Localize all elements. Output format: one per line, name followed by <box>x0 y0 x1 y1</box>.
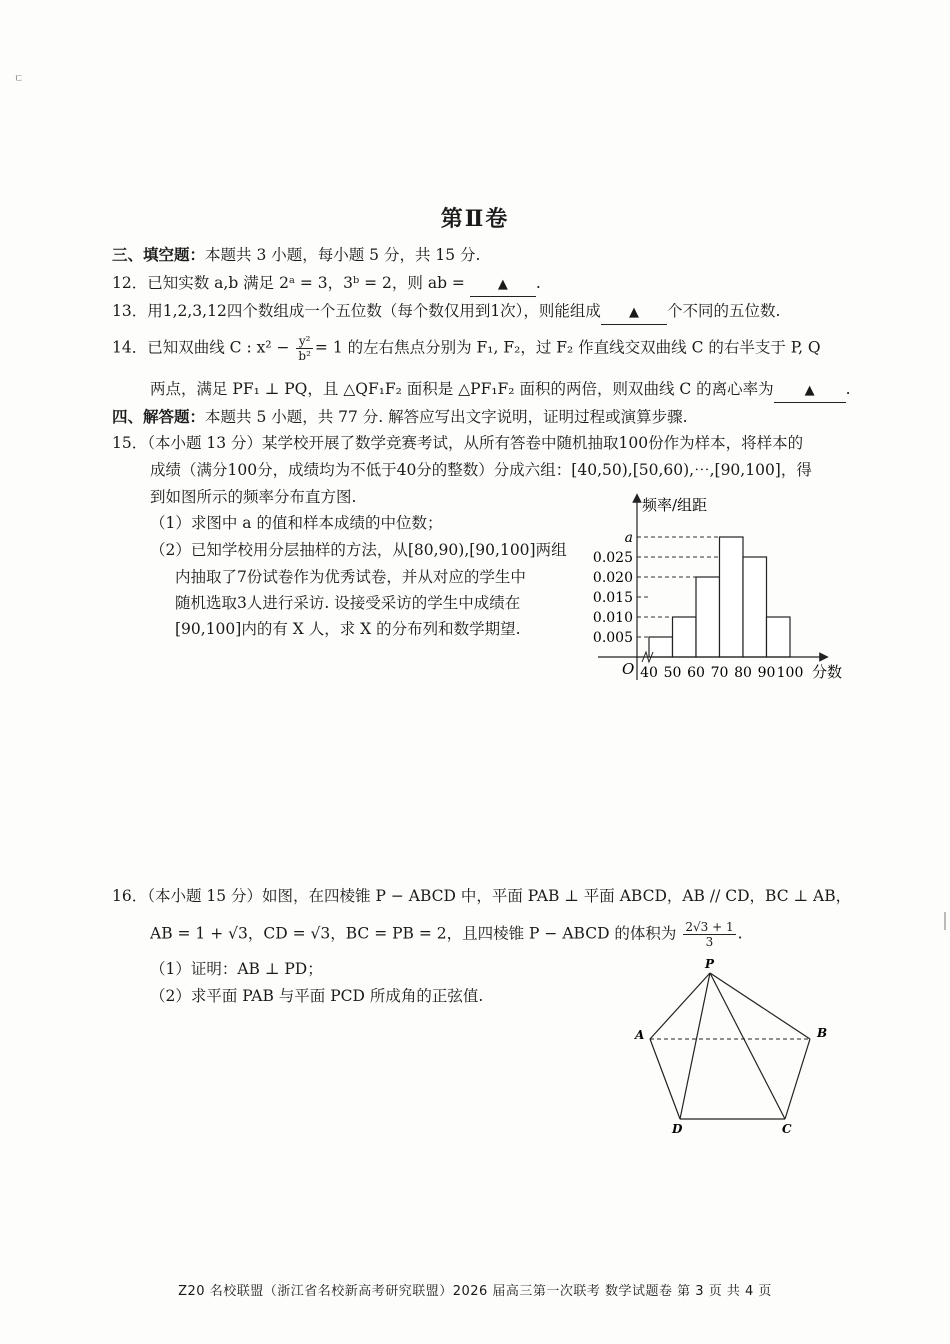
question-16-line2 <box>150 920 743 949</box>
q15-sub2-l1: （2）已知学校用分层抽样的方法，从[80,90),[90,100]两组 <box>150 541 567 559</box>
q14-fraction <box>296 334 313 363</box>
q16-sub1: （1）证明：AB ⊥ PD； <box>150 960 323 978</box>
y-tick-label-2: 0.015 <box>592 590 633 606</box>
q16-frac-den: 3 <box>705 935 714 949</box>
edge-PC <box>710 973 785 1119</box>
q13-text: 用1,2,3,12四个数组成一个五位数（每个数仅用到1次），则能组成 <box>147 302 601 320</box>
pyramid-svg <box>628 955 848 1140</box>
q14-answer-blank: ▲ <box>774 380 846 403</box>
section4-label: 四、解答题： <box>112 407 206 426</box>
q16-end: . <box>737 924 743 943</box>
question-12 <box>112 272 541 297</box>
q13-answer-blank: ▲ <box>601 302 667 325</box>
q14-frac-num: y² <box>296 334 313 349</box>
q16-head: 16．（本小题 15 分）如图，在四棱锥 P − ABCD 中，平面 PAB ⊥ 平面 ABCD，AB // CD，BC ⊥ AB， <box>112 887 852 905</box>
pyramid-figure <box>628 955 848 1140</box>
q15-sub2-l3: 随机选取3人进行采访. 设接受采访的学生中成绩在 <box>175 594 521 612</box>
page-footer: Z20 名校联盟（浙江省名校新高考研究联盟）2026 届高三第一次联考 数学试题卷 第 3 页 共 4 页 <box>178 1284 772 1299</box>
x-tick-label-2: 60 <box>687 665 705 681</box>
x-tick-label-4: 80 <box>734 665 752 681</box>
x-tick-label-3: 70 <box>710 665 729 681</box>
section4-header <box>112 406 688 428</box>
y-tick-label-1: 0.010 <box>592 610 633 626</box>
edge-AD <box>650 1039 680 1119</box>
q15-sub2-l4: [90,100]内的有 X 人，求 X 的分布列和数学期望. <box>175 620 521 638</box>
histogram-bar-3 <box>720 537 744 657</box>
question-14 <box>112 334 821 363</box>
vertex-label-D: D <box>672 1122 683 1136</box>
edge-PB <box>710 973 810 1039</box>
histogram-bar-2 <box>696 577 720 657</box>
q15-sub1: （1）求图中 a 的值和样本成绩的中位数； <box>150 514 443 532</box>
q12-number: 12． <box>112 274 148 292</box>
q13-number: 13． <box>112 302 148 320</box>
histogram-bar-4 <box>743 557 767 657</box>
section3-header <box>112 244 480 266</box>
y-tick-label-3: 0.020 <box>592 570 633 586</box>
x-tick-label-5: 90 <box>757 665 776 681</box>
q16-sub2: （2）求平面 PAB 与平面 PCD 所成角的正弦值. <box>150 987 484 1005</box>
question-13 <box>112 300 780 325</box>
y-axis-label: 频率/组距 <box>642 496 708 514</box>
q15-sub2-l2: 内抽取了7份试卷作为优秀试卷，并从对应的学生中 <box>175 568 526 586</box>
vertex-label-A: A <box>635 1028 645 1042</box>
vertex-label-C: C <box>782 1122 792 1136</box>
section4-desc: 本题共 5 小题，共 77 分. 解答应写出文字说明，证明过程或演算步骤. <box>205 408 688 426</box>
y-tick-label-0: 0.005 <box>592 630 633 646</box>
vertex-label-B: B <box>817 1026 828 1040</box>
edge-mark <box>944 912 946 930</box>
page-title: 第Ⅱ卷 <box>440 206 510 232</box>
question-14-line2 <box>150 378 851 403</box>
vertex-label-P: P <box>705 957 715 971</box>
q14-frac-den: b² <box>298 349 311 363</box>
x-tick-label-1: 50 <box>663 665 682 681</box>
section3-desc: 本题共 3 小题，每小题 5 分，共 15 分. <box>205 246 481 264</box>
section3-label: 三、填空题： <box>112 245 206 264</box>
histogram-svg <box>590 490 860 690</box>
q14-text-b: = 1 的左右焦点分别为 F₁, F₂，过 F₂ 作直线交双曲线 C 的右半支于 P, Q <box>314 338 821 357</box>
frequency-histogram <box>590 490 860 690</box>
q14-end: . <box>845 380 851 398</box>
q12-answer-blank: ▲ <box>470 274 536 297</box>
q15-line3: 到如图所示的频率分布直方图. <box>150 488 357 506</box>
y-tick-label-4: 0.025 <box>592 550 633 566</box>
y-tick-label-5: a <box>624 530 633 546</box>
x-axis-label: 分数 <box>812 663 843 681</box>
edge-PD <box>680 973 710 1119</box>
q12-text: 已知实数 a,b 满足 2ᵃ = 3，3ᵇ = 2，则 ab = <box>147 274 465 292</box>
x-tick-label-0: 40 <box>640 665 658 681</box>
q14-line2: 两点，满足 PF₁ ⊥ PQ，且 △QF₁F₂ 面积是 △PF₁F₂ 面积的两倍，则双曲线 C 的离心率为 <box>150 380 774 398</box>
q16-frac-num: 2√3 + 1 <box>685 920 734 934</box>
q15-line2: 成绩（满分100分，成绩均为不低于40分的整数）分成六组：[40,50),[50,60),⋯,[90,100]，得 <box>150 461 812 479</box>
q14-number: 14． <box>112 338 148 357</box>
histogram-bar-5 <box>767 617 791 657</box>
q13-end: 个不同的五位数. <box>666 302 781 320</box>
origin-label: O <box>622 660 635 678</box>
q16-line2: AB = 1 + √3，CD = √3，BC = PB = 2，且四棱锥 P − ABCD 的体积为 <box>150 924 677 943</box>
q14-text-a: 已知双曲线 C : x² − <box>147 338 290 357</box>
x-tick-label-6: 100 <box>776 665 804 681</box>
q16-fraction <box>683 920 735 949</box>
edge-PA <box>650 973 710 1039</box>
q15-head: 15．（本小题 13 分）某学校开展了数学竞赛考试，从所有答卷中随机抽取100份作为样本，将样本的 <box>112 434 804 452</box>
corner-mark: ㄷ <box>14 74 24 85</box>
histogram-bar-1 <box>673 617 697 657</box>
q12-end: . <box>535 274 541 292</box>
edge-BC <box>785 1039 810 1119</box>
